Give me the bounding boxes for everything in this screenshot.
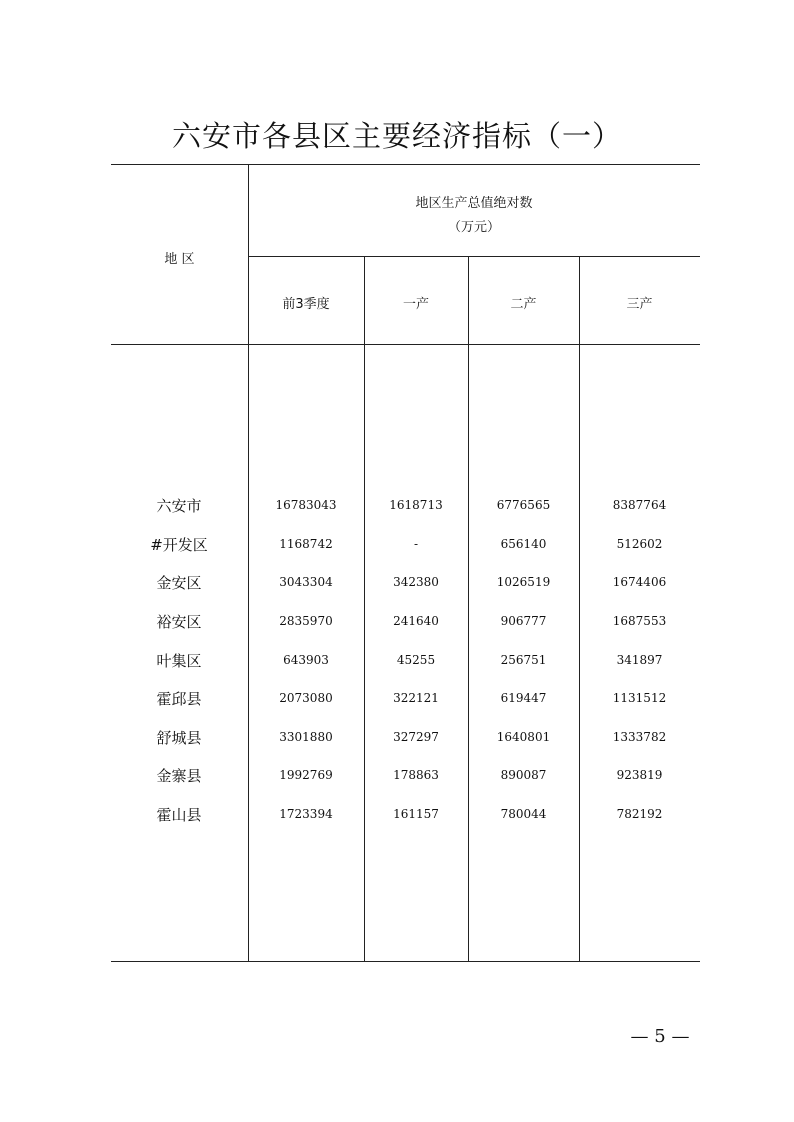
row-region: 金安区 — [156, 574, 202, 592]
cell-secondary: 619447 — [500, 691, 547, 705]
row-region: 叶集区 — [156, 652, 202, 670]
cell-q3: 16783043 — [275, 498, 337, 512]
cell-primary: 1618713 — [389, 498, 443, 512]
group-unit: （万元） — [447, 220, 500, 235]
cell-secondary: 256751 — [500, 653, 547, 667]
cell-q3: 2835970 — [279, 614, 333, 628]
column-divider-2 — [468, 256, 469, 961]
table-top-rule — [111, 164, 700, 165]
header-group-rule — [248, 256, 700, 257]
row-region: #开发区 — [150, 536, 208, 554]
cell-q3: 1723394 — [279, 807, 333, 821]
column-header-primary: 一产 — [402, 297, 429, 312]
header-bottom-rule — [111, 344, 700, 345]
row-region: 舒城县 — [156, 729, 202, 747]
cell-primary: 342380 — [393, 575, 439, 589]
cell-q3: 2073080 — [279, 691, 333, 705]
column-divider-1 — [364, 256, 365, 961]
cell-secondary: 1026519 — [496, 575, 551, 589]
region-header: 地 区 — [164, 252, 195, 267]
row-region: 裕安区 — [156, 613, 202, 631]
cell-tertiary: 1333782 — [612, 730, 667, 744]
column-header-tertiary: 三产 — [626, 297, 653, 312]
cell-q3: 3043304 — [279, 575, 333, 589]
cell-tertiary: 512602 — [616, 537, 663, 551]
cell-q3: 1992769 — [279, 768, 333, 782]
column-header-q3: 前3季度 — [282, 297, 330, 312]
cell-secondary: 906777 — [500, 614, 547, 628]
region-column-divider — [248, 164, 249, 961]
group-header: 地区生产总值绝对数 — [415, 196, 533, 211]
cell-secondary: 890087 — [500, 768, 547, 782]
column-divider-3 — [579, 256, 580, 961]
cell-secondary: 1640801 — [496, 730, 551, 744]
column-header-secondary: 二产 — [510, 297, 537, 312]
cell-tertiary: 1131512 — [612, 691, 667, 705]
cell-primary: 327297 — [393, 730, 439, 744]
row-region: 霍山县 — [156, 806, 202, 824]
cell-q3: 1168742 — [279, 537, 333, 551]
row-region: 霍邱县 — [156, 690, 202, 708]
cell-primary: 178863 — [393, 768, 439, 782]
cell-secondary: 780044 — [500, 807, 547, 821]
cell-tertiary: 341897 — [616, 653, 663, 667]
cell-primary: 161157 — [393, 807, 439, 821]
cell-secondary: 6776565 — [496, 498, 551, 512]
cell-q3: 643903 — [283, 653, 329, 667]
cell-tertiary: 782192 — [616, 807, 663, 821]
cell-q3: 3301880 — [279, 730, 333, 744]
cell-tertiary: 1687553 — [612, 614, 667, 628]
cell-primary: 322121 — [393, 691, 439, 705]
table-bottom-rule — [111, 961, 700, 962]
cell-secondary: 656140 — [500, 537, 547, 551]
page-number: — 5 — — [630, 1026, 690, 1047]
cell-tertiary: 1674406 — [612, 575, 667, 589]
cell-primary: 241640 — [393, 614, 439, 628]
cell-primary: 45255 — [396, 653, 436, 667]
cell-tertiary: 8387764 — [612, 498, 667, 512]
cell-primary: - — [413, 537, 419, 551]
page-title: 六安市各县区主要经济指标（一） — [171, 119, 622, 153]
row-region: 六安市 — [156, 497, 202, 515]
cell-tertiary: 923819 — [616, 768, 663, 782]
row-region: 金寨县 — [156, 767, 202, 785]
